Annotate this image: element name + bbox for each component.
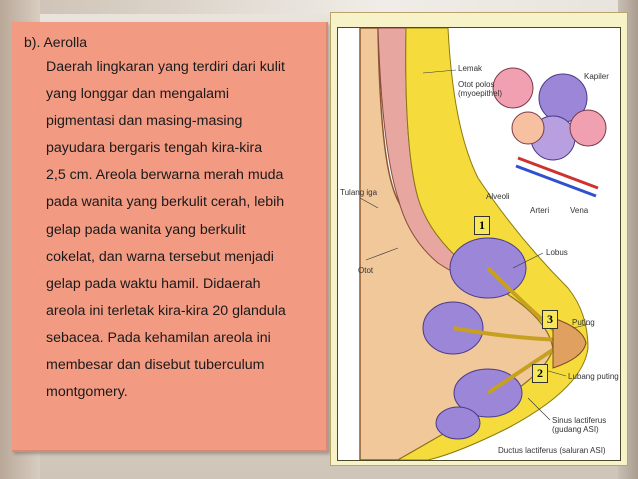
- label-ductus: Ductus lactiferus (saluran ASI): [498, 446, 606, 455]
- number-badge-1: 1: [474, 216, 490, 235]
- label-vena: Vena: [570, 206, 589, 215]
- label-otot-polos: Otot polos (myoepithel): [458, 80, 503, 98]
- label-tulang-iga: Tulang iga: [340, 188, 378, 197]
- label-lobus: Lobus: [546, 248, 568, 257]
- paragraph: Daerah lingkaran yang terdiri dari kulit yang longgar dan mengalami pigmentasi dan masing-masing payudara bergaris tengah kira-kira 2,5 cm. Areola berwarna merah muda pada wanita yang berkulit cerah, lebih gelap pada wanita yang berkulit cokelat, dan warna tersebut menjadi gelap pada waktu hamil. Didaerah areola ini terletak kira-kira 20 glandula sebacea. Pada kehamilan areola ini membesar dan disebut tuberculum montgomery.: [46, 59, 286, 401]
- breast-anatomy-diagram: [337, 27, 621, 461]
- heading: b). Aerolla: [24, 34, 88, 50]
- label-kapiler: Kapiler: [584, 72, 609, 81]
- label-lubang-puting: Lubang puting: [568, 372, 619, 381]
- label-alveoli: Alveoli: [486, 192, 510, 201]
- label-puting: Puting: [572, 318, 595, 327]
- number-badge-2: 2: [532, 364, 548, 383]
- diagram-panel: [330, 12, 628, 466]
- label-sinus: Sinus lactiferus (gudang ASI): [552, 416, 607, 434]
- label-arteri: Arteri: [530, 206, 550, 215]
- label-otot: Otot: [358, 266, 374, 275]
- label-lemak: Lemak: [458, 64, 483, 73]
- number-badge-3: 3: [542, 310, 558, 329]
- text-panel: [12, 22, 328, 452]
